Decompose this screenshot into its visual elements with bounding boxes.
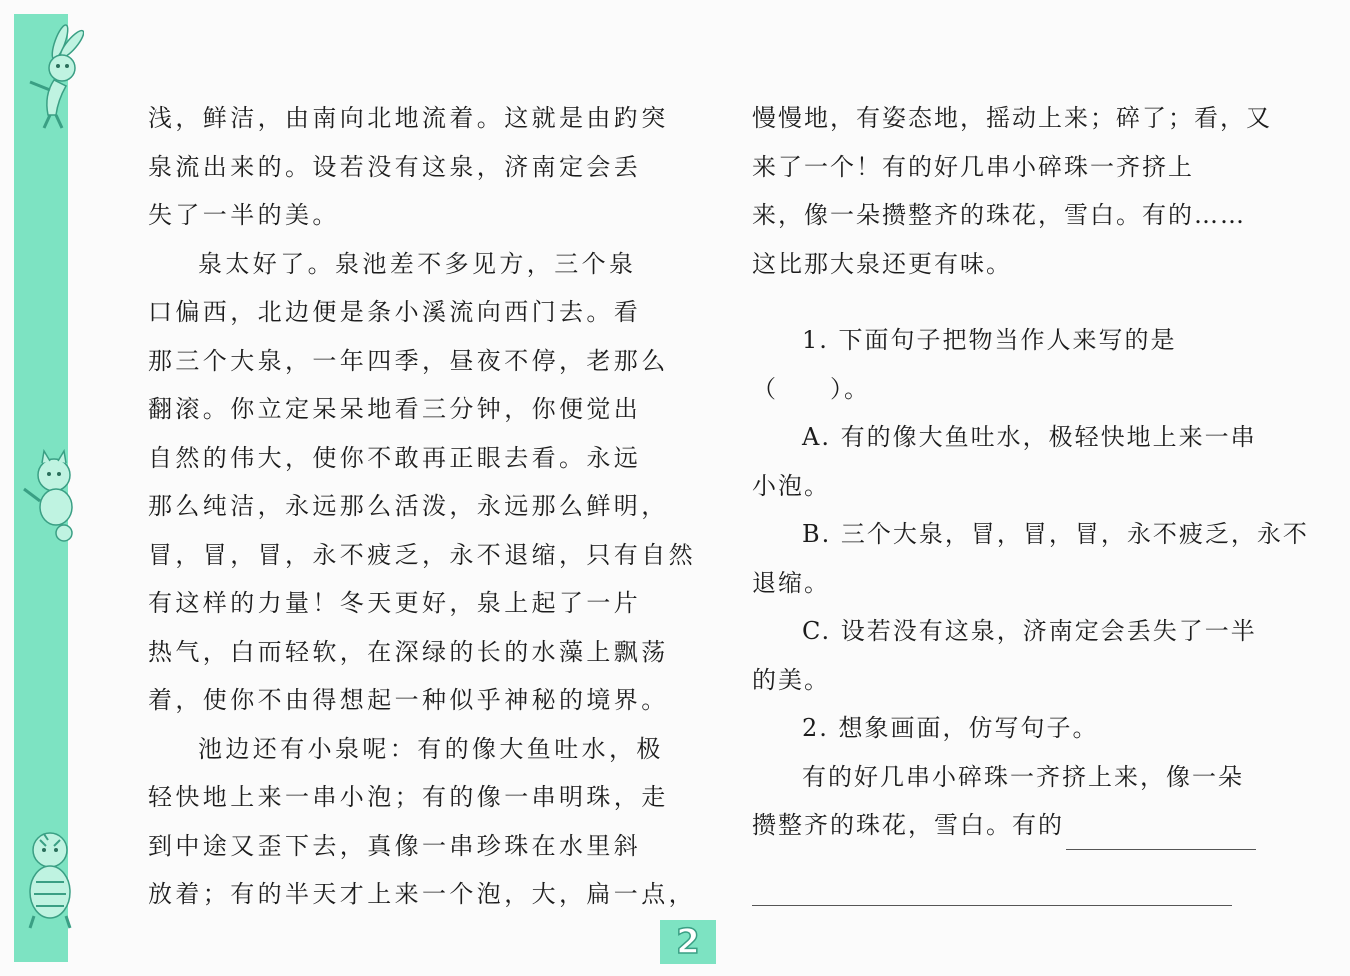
passage-line: 翻滚。你立定呆呆地看三分钟，你便觉出 xyxy=(148,395,642,423)
passage-line: 慢慢地，有姿态地，摇动上来；碎了；看，又 xyxy=(752,104,1272,132)
passage-left-column xyxy=(148,94,696,919)
answer-blank[interactable] xyxy=(1066,823,1256,850)
passage-line: 泉太好了。泉池差不多见方，三个泉 xyxy=(198,249,637,278)
question-1-answer-bracket[interactable]: （ ）。 xyxy=(752,374,870,403)
passage-line: 失了一半的美。 xyxy=(148,201,340,229)
question-2-sentence: 有的好几串小碎珠一齐挤上来，像一朵 xyxy=(802,762,1244,791)
passage-line: 有这样的力量！冬天更好，泉上起了一片 xyxy=(148,589,642,617)
passage-line: 放着；有的半天才上来一个泡，大，扁一点， xyxy=(148,880,696,908)
page-number-badge xyxy=(660,920,716,964)
tiger-mascot-icon xyxy=(14,826,84,930)
passage-line: 冒，冒，冒，永不疲乏，永不退缩，只有自然 xyxy=(148,540,696,569)
rabbit-mascot-icon xyxy=(14,20,84,130)
question-1-prompt: 1. 下面句子把物当作人来写的是 xyxy=(802,326,1177,354)
question-2-sentence-text: 攒整齐的珠花，雪白。有的 xyxy=(752,811,1064,839)
question-2-prompt: 2. 想象画面，仿写句子。 xyxy=(802,714,1099,742)
passage-line: 那么纯洁，永远那么活泼，永远那么鲜明， xyxy=(148,492,669,520)
passage-line: 热气，白而轻软，在深绿的长的水藻上飘荡 xyxy=(148,637,669,666)
right-column xyxy=(752,94,1309,850)
passage-line: 到中途又歪下去，真像一串珍珠在水里斜 xyxy=(148,831,642,860)
passage-line: 口偏西，北边便是条小溪流向西门去。看 xyxy=(148,298,642,326)
passage-line: 这比那大泉还更有味。 xyxy=(752,249,1012,278)
question-2-sentence-continued xyxy=(752,801,1236,850)
passage-line: 那三个大泉，一年四季，昼夜不停，老那么 xyxy=(148,346,669,375)
option-a-continued: 小泡。 xyxy=(752,471,830,500)
passage-line: 轻快地上来一串小泡；有的像一串明珠，走 xyxy=(148,783,669,811)
page-number: 2 xyxy=(676,922,700,962)
passage-line: 来了一个！有的好几串小碎珠一齐挤上 xyxy=(752,152,1194,181)
passage-line: 来，像一朵攒整齐的珠花，雪白。有的…… xyxy=(752,201,1246,229)
option-c-continued: 的美。 xyxy=(752,665,830,694)
cat-mascot-icon xyxy=(14,445,84,545)
passage-line: 池边还有小泉呢：有的像大鱼吐水，极 xyxy=(198,734,664,763)
option-b-continued: 退缩。 xyxy=(752,568,830,597)
answer-blank-full-line[interactable] xyxy=(752,905,1232,906)
passage-line: 着，使你不由得想起一种似乎神秘的境界。 xyxy=(148,686,669,714)
option-b: B. 三个大泉，冒，冒，冒，永不疲乏，永不 xyxy=(802,520,1309,548)
passage-line: 浅，鲜洁，由南向北地流着。这就是由趵突 xyxy=(148,104,669,132)
option-c: C. 设若没有这泉，济南定会丢失了一半 xyxy=(802,617,1257,645)
option-a: A. 有的像大鱼吐水，极轻快地上来一串 xyxy=(802,423,1257,451)
passage-line: 自然的伟大，使你不敢再正眼去看。永远 xyxy=(148,443,642,472)
passage-line: 泉流出来的。设若没有这泉，济南定会丢 xyxy=(148,152,642,181)
